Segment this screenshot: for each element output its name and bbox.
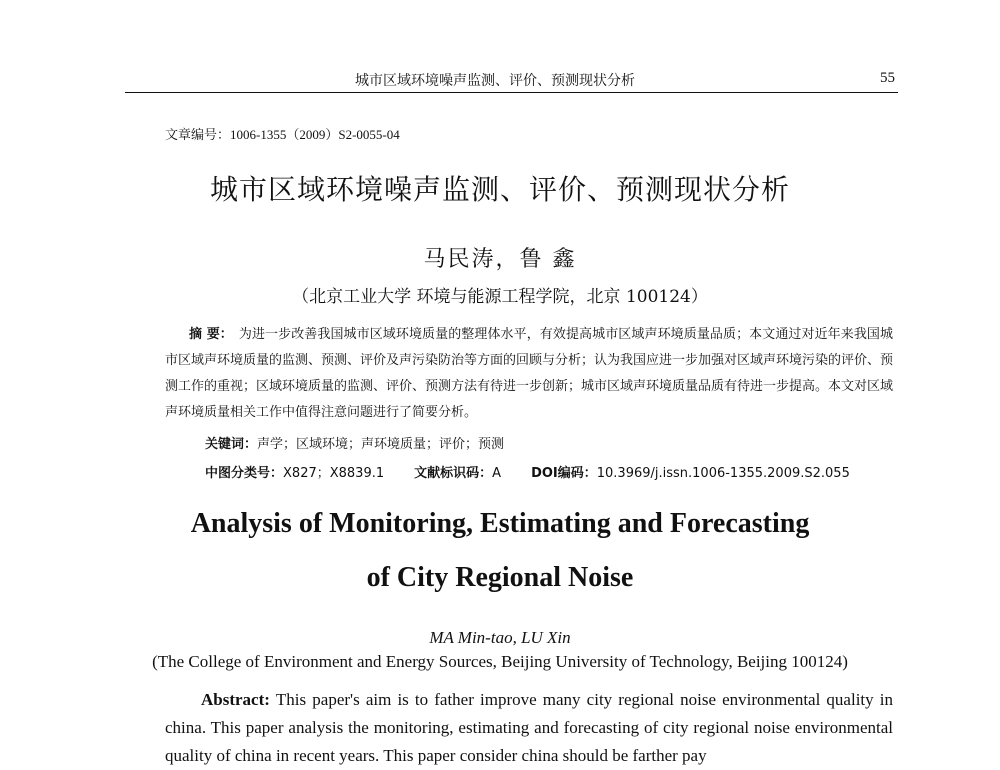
chinese-abstract-text: 为进一步改善我国城市区域环境质量的整理体水平，有效提高城市区域声环境质量品质；本文通过对近年来我国城市区域声环境质量的监测、预测、评价及声污染防治等方面的回顾与分析；认为我国应进一步加强对区域声环境污染的评价、预测工作的重视；区域环境质量的监测、评价、预测方法有待进一步创新；城市区域声环境质量品质有待进一步提高。本文对区域声环境质量相关工作中值得注意问题进行了简要分析。 [165,327,894,420]
header-divider [125,92,898,93]
english-abstract [165,686,893,770]
chinese-keywords [205,433,504,452]
running-head [165,70,895,92]
chinese-authors: 马民涛，鲁 鑫 [423,247,577,272]
doi-label: DOI编码： [531,466,597,481]
doc-code-label: 文献标识码： [414,466,493,481]
article-number-label: 文章编号： [165,128,231,143]
chinese-abstract-label: 摘 要： [189,327,233,342]
page-number: 55 [880,70,895,86]
keywords-text: 声学；区域环境；声环境质量；评价；预测 [257,437,505,452]
class-number-label: 中图分类号： [205,466,284,481]
english-abstract-label: Abstract: [201,690,270,709]
english-affiliation: (The College of Environment and Energy Sources, Beijing University of Technology, Beijing 100124) [152,652,848,671]
article-number-value: 1006-1355（2009）S2-0055-04 [230,127,400,142]
running-head-title: 城市区域环境噪声监测、评价、预测现状分析 [355,73,635,89]
doc-code-value: A [492,466,502,481]
doi-value: 10.3969/j.issn.1006-1355.2009.S2.055 [596,466,850,481]
keywords-label: 关键词： [205,437,258,452]
english-authors: MA Min-tao, LU Xin [429,628,571,647]
class-number-value: X827；X8839.1 [283,466,385,481]
english-title-line-2: of City Regional Noise [366,562,634,593]
english-title-line-1: Analysis of Monitoring, Estimating and Forecasting [190,508,810,539]
chinese-affiliation: （北京工业大学 环境与能源工程学院，北京 100124） [292,287,708,307]
english-abstract-text: This paper's aim is to father improve many city regional noise environmental quality in china. This paper analysis the monitoring, estimating and forecasting of city regional noise environmental quality of china in recent years. This paper consider china should be farther pay [165,690,893,765]
chinese-abstract [165,322,893,426]
chinese-title: 城市区域环境噪声监测、评价、预测现状分析 [209,173,790,206]
article-number [165,124,400,143]
classification-line [205,462,850,481]
